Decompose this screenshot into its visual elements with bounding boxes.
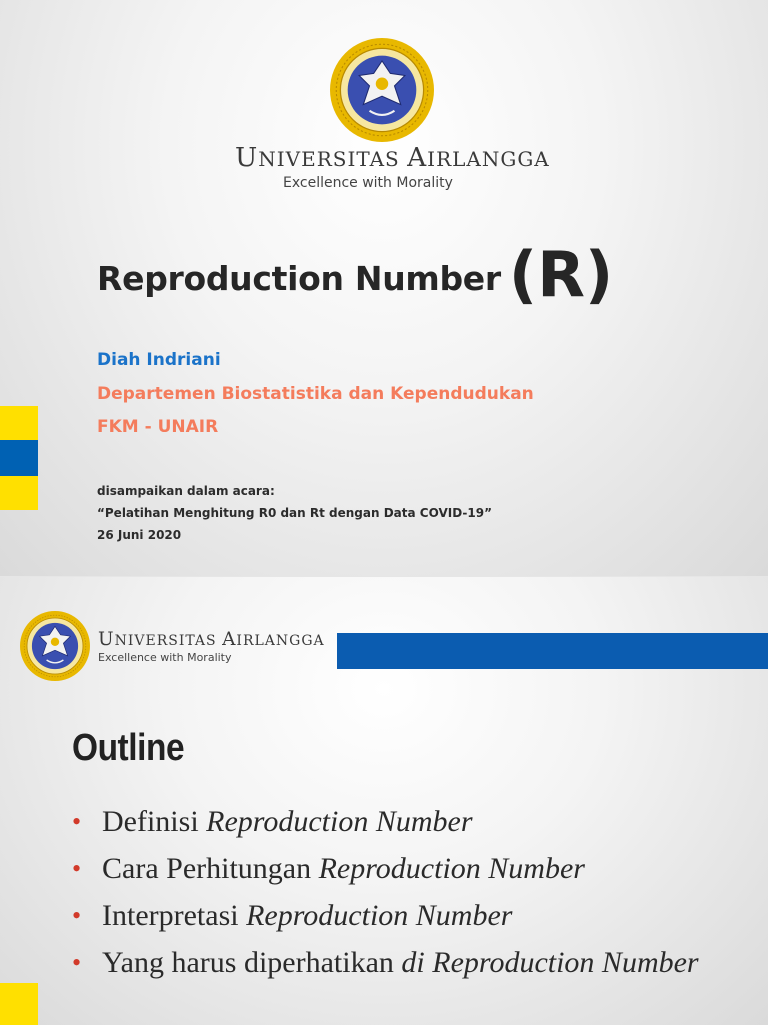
event-info [97, 480, 492, 546]
accent-bar-blue [0, 440, 38, 476]
bullet-icon: • [72, 901, 82, 930]
accent-bar-yellow-bottom [0, 476, 38, 510]
accent-bar-yellow [0, 983, 38, 1025]
event-name: “Pelatihan Menghitung R0 dan Rt dengan Data COVID-19” [97, 506, 492, 520]
outline-title: Outline [72, 727, 185, 769]
author-name: Diah Indriani [97, 350, 221, 370]
outline-slide [0, 576, 768, 1025]
title-main: Reproduction Number [97, 259, 501, 298]
event-intro: disampaikan dalam acara: [97, 484, 275, 498]
list-item: • Definisi Reproduction Number [72, 805, 473, 838]
garuda-seal-icon [330, 38, 434, 142]
event-date: 26 Juni 2020 [97, 528, 182, 542]
faculty: FKM - UNAIR [97, 417, 219, 437]
bullet-icon: • [72, 948, 82, 977]
header-blue-bar [337, 633, 768, 669]
university-wordmark [98, 629, 325, 664]
department: Departemen Biostatistika dan Kependudukan [97, 384, 534, 404]
list-item: • Interpretasi Reproduction Number [72, 899, 513, 932]
accent-bar-yellow-top [0, 406, 38, 440]
bullet-icon: • [72, 807, 82, 836]
title-symbol: (R) [508, 238, 614, 311]
garuda-seal-icon [20, 611, 90, 681]
slide-title [97, 232, 614, 311]
list-item: • Cara Perhitungan Reproduction Number [72, 852, 585, 885]
list-item: • Yang harus diperhatikan di Reproduction Number [72, 946, 699, 979]
university-name: UNIVERSITAS AIRLANGGA [235, 142, 550, 173]
outline-list [72, 805, 722, 993]
bullet-icon: • [72, 854, 82, 883]
university-tagline: Excellence with Morality [283, 175, 453, 191]
university-name: UNIVERSITAS AIRLANGGA [98, 629, 325, 650]
university-wordmark [235, 142, 550, 191]
university-tagline: Excellence with Morality [98, 651, 232, 664]
